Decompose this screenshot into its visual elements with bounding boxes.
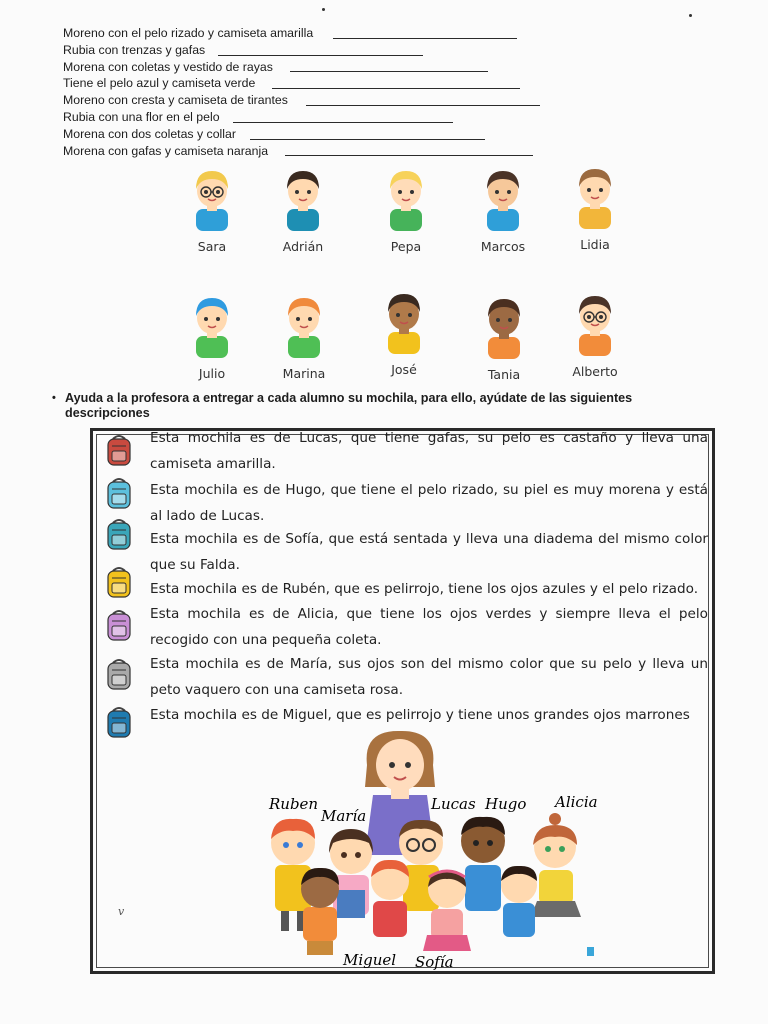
kid-adrian-avatar [281,165,325,231]
backpack-description: Esta mochila es de Sofía, que está sentada y lleva una diadema del mismo color que su Falda. [150,531,708,573]
description-line [63,92,563,109]
description-line [63,126,563,143]
backpack-description: Esta mochila es de Miguel, que es pelirrojo y tiene unos grandes ojos marrones [150,707,690,723]
instruction-text: Ayuda a la profesora a entregar a cada alumno su mochila, para ello, ayúdate de las siguientes descripciones [65,391,633,420]
kid-pepa-avatar [384,165,428,231]
description-line [63,143,563,160]
answer-blank [290,71,488,72]
kid-marcos-avatar [481,165,525,231]
kids-group [271,813,581,955]
handwritten-lucas: Lucas [431,795,476,813]
gray-backpack-icon [104,657,134,691]
kid-jose [364,288,444,377]
kid-pepa [366,165,446,254]
handwritten-alicia: Alicia [555,793,598,811]
handwritten-miguel: Miguel [343,951,397,969]
answer-blank [218,55,423,56]
kid-sara [172,165,252,254]
kid-marcos [463,165,543,254]
answer-blank [233,122,453,123]
kid-marina-avatar [282,292,326,358]
description-line [63,75,563,92]
classroom-illustration [255,725,655,970]
kid-sara-avatar [190,165,234,231]
description-line [63,59,563,76]
description-text: Rubia con trenzas y gafas [63,42,206,57]
scan-speck [689,14,692,17]
description-text: Moreno con cresta y camiseta de tirantes [63,93,288,108]
kid-tania-avatar [482,293,526,359]
scan-speck [322,8,325,11]
description-text: Moreno con el pelo rizado y camiseta amarilla [63,26,314,40]
kid-adrian [263,165,343,254]
light-blue-backpack-icon [104,476,134,510]
description-text: Morena con gafas y camiseta naranja [63,143,269,158]
kid-lidia [555,163,635,252]
red-backpack-icon [104,433,134,467]
blue-backpack-icon [104,705,134,739]
backpack-description: Esta mochila es de María, sus ojos son del mismo color que su pelo y lleva un peto vaquero con una camiseta rosa. [150,656,708,698]
kid-name-label: Lidia [580,237,610,252]
answer-blank [285,155,533,156]
description-list [63,25,563,159]
kid-name-label: Julio [198,366,226,381]
backpack-description: Esta mochila es de Lucas, que tiene gafas, su pelo es castaño y lleva una camiseta amarilla. [150,430,708,472]
pencil-mark: v [118,905,125,918]
yellow-backpack-icon [104,565,134,599]
kid-name-label: Alberto [572,364,618,379]
instruction [52,391,692,420]
handwritten-sofia: Sofía [415,953,454,970]
description-text: Rubia con una flor en el pelo [63,109,220,124]
description-line [63,109,563,126]
kid-marina [264,292,344,381]
kid-name-label: Marina [282,366,326,381]
kid-name-label: Tania [487,367,521,382]
bullet-icon: • [52,392,56,404]
handwritten-hugo: Hugo [485,795,527,813]
backpack-description: Esta mochila es de Hugo, que tiene el pelo rizado, su piel es muy morena y está al lado de Lucas. [150,482,708,524]
kid-name-label: Pepa [390,239,422,254]
handwritten-maria: María [321,807,367,825]
purple-backpack-icon [104,608,134,642]
kid-julio [172,292,252,381]
kid-name-label: Marcos [480,239,526,254]
description-line [63,42,563,59]
teal-backpack-icon [104,517,134,551]
handwritten-ruben: Ruben [269,795,319,813]
kid-name-label: José [391,362,417,377]
description-line [63,25,563,42]
kid-alberto-avatar [573,290,617,356]
description-text: Morena con coletas y vestido de rayas [63,59,273,74]
answer-blank [272,88,520,89]
backpack-description: Esta mochila es de Alicia, que tiene los ojos verdes y siempre lleva el pelo recogido con una pequeña coleta. [150,606,708,648]
logo-mark [587,947,594,956]
kid-name-label: Adrián [282,239,324,254]
kid-alberto [555,290,635,379]
description-text: Morena con dos coletas y collar [63,126,236,141]
kid-lidia-avatar [573,163,617,229]
backpack-description: Esta mochila es de Rubén, que es pelirrojo, tiene los ojos azules y el pelo rizado. [150,581,699,597]
answer-blank [333,38,517,39]
kid-julio-avatar [190,292,234,358]
answer-blank [306,105,540,106]
kid-tania [464,293,544,382]
description-text: Tiene el pelo azul y camiseta verde [63,76,256,91]
kid-jose-avatar [382,288,426,354]
answer-blank [250,139,485,140]
kid-name-label: Sara [197,239,227,254]
